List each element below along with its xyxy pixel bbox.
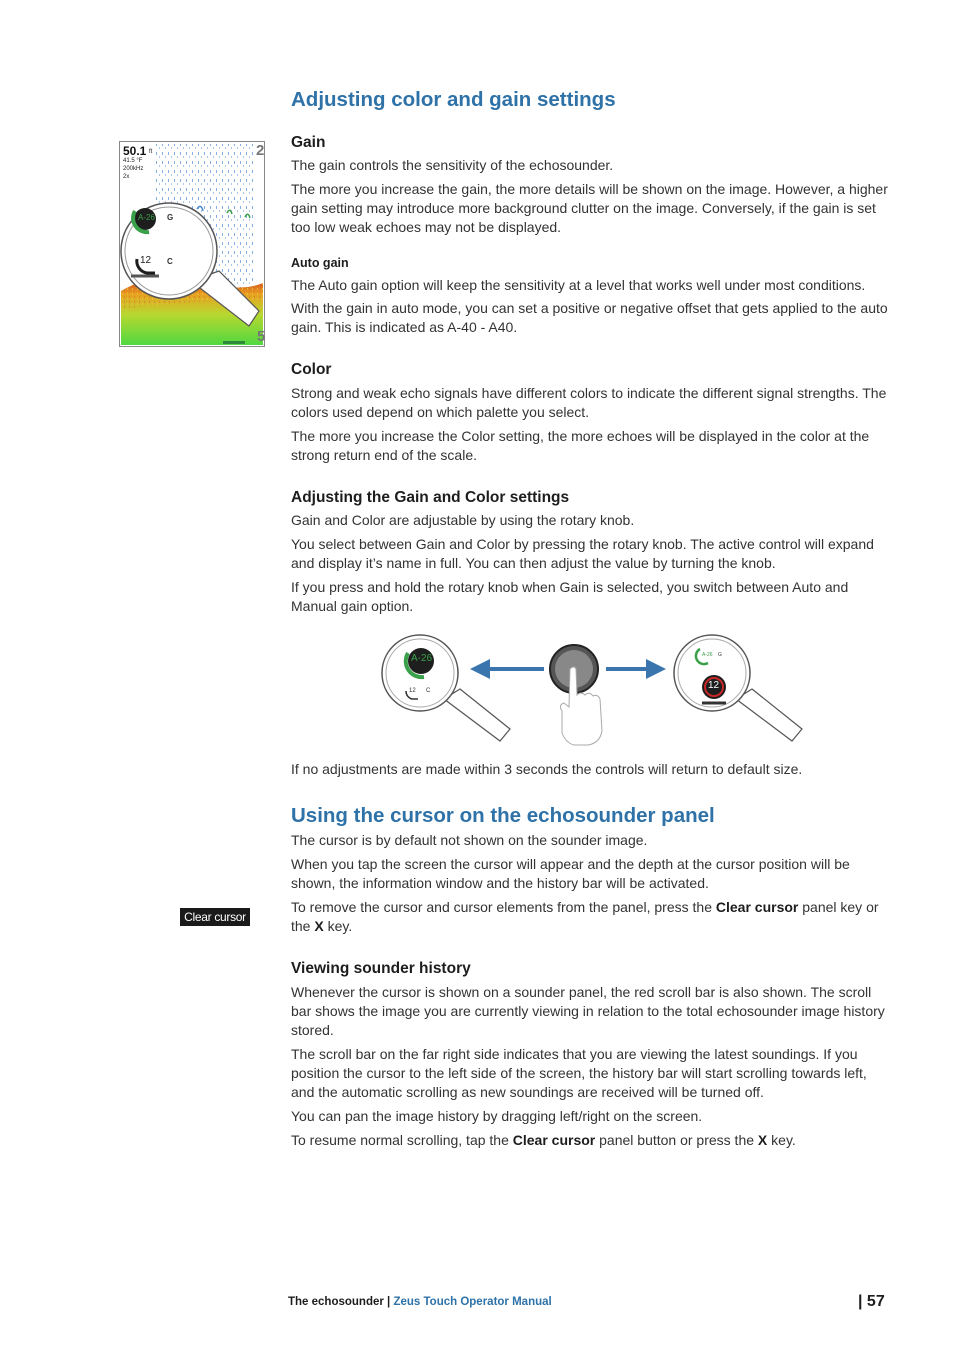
temperature-readout: 41.5 °F (123, 158, 143, 164)
page-number (858, 1293, 885, 1311)
frequency-readout: 200kHz (123, 166, 144, 172)
cursor-paragraph-2: When you tap the screen the cursor will appear and the depth at the cursor position will be shown, the information window and the history bar will be activated. (291, 856, 850, 892)
color-paragraph-1: Strong and weak echo signals have different colors to indicate the different signal strengths. The colors used depend on which palette you select. (291, 385, 887, 421)
scale-top-label: 2 (256, 142, 265, 159)
depth-unit: ft (149, 149, 153, 155)
auto-gain-paragraph-1: The Auto gain option will keep the sensitivity at a level that works well under most conditions. (291, 277, 866, 293)
cursor-p3-post: key. (323, 918, 353, 935)
history-p4-post: key. (767, 1132, 796, 1148)
footer-manual-title: Zeus Touch Operator Manual (393, 1296, 552, 1308)
history-x-key-bold: X (757, 1132, 768, 1148)
footer-separator: | (383, 1296, 394, 1308)
heading-viewing-history: Viewing sounder history (291, 960, 471, 977)
auto-gain-paragraph-2: With the gain in auto mode, you can set a positive or negative offset that gets applied to the auto gain. This is indicated as A-40 - A40. (291, 300, 888, 336)
color-knob-letter: C (167, 257, 173, 266)
history-paragraph-4 (291, 1131, 891, 1150)
right-gain-value: A-26 (702, 652, 713, 658)
adjusting-paragraph-1: Gain and Color are adjustable by using the rotary knob. (291, 512, 635, 528)
heading-color: Color (291, 361, 332, 378)
clear-cursor-key: Clear cursor (180, 908, 250, 926)
history-paragraph-3: You can pan the image history by dragging left/right on the screen. (291, 1108, 703, 1124)
section-title-adjusting: Adjusting color and gain settings (291, 88, 616, 111)
left-color-value: 12 (409, 688, 416, 694)
clear-cursor-bold: Clear cursor (715, 899, 799, 915)
page-number-prefix: | (858, 1293, 867, 1310)
section-title-cursor: Using the cursor on the echosounder panel (291, 804, 715, 827)
heading-adjusting-settings: Adjusting the Gain and Color settings (291, 489, 570, 506)
gain-knob-letter: G (167, 213, 174, 222)
right-color-value: 12 (708, 680, 720, 691)
footer (288, 1296, 552, 1308)
zoom-readout: 2x (123, 174, 130, 180)
depth-readout: 50.1 (123, 144, 147, 158)
cursor-paragraph-3 (291, 898, 891, 936)
history-clear-cursor-bold: Clear cursor (512, 1132, 596, 1148)
history-paragraph-2: The scroll bar on the far right side indicates that you are viewing the latest soundings. If you position the cursor to the left side of the screen, the history bar will start scrolling towards left, and the automatic scrolling as new soundings are received will be turned off. (291, 1046, 867, 1101)
heading-gain: Gain (291, 134, 326, 151)
color-knob-value: 12 (140, 255, 152, 266)
left-color-letter: C (426, 688, 431, 694)
color-paragraph-2: The more you increase the Color setting, the more echoes will be displayed in the color at the strong return end of the scale. (291, 428, 870, 464)
history-paragraph-1: Whenever the cursor is shown on a sounder panel, the red scroll bar is also shown. The scroll bar shows the image you are currently viewing in relation to the total echosounder image history stored. (291, 984, 885, 1039)
cursor-p3-pre: To remove the cursor and cursor elements from the panel, press the (291, 899, 716, 915)
rotary-knob-diagram (378, 633, 804, 748)
adjusting-paragraph-2: You select between Gain and Color by pressing the rotary knob. The active control will expand and display it’s name in full. You can then adjust the value by turning the knob. (291, 536, 874, 572)
adjusting-paragraph-3: If you press and hold the rotary knob when Gain is selected, you switch between Auto and Manual gain option. (291, 579, 849, 615)
gain-paragraph-2: The more you increase the gain, the more details will be shown on the image. However, a higher gain setting may introduce more background clutter on the image. Conversely, if the gain is set too low weak echoes may not be displayed. (291, 181, 888, 236)
cursor-p3-mid: panel key or the (291, 899, 879, 935)
page-number-value: 57 (866, 1293, 885, 1310)
cursor-paragraph-1: The cursor is by default not shown on the sounder image. (291, 832, 648, 848)
scale-bottom-label: 5 (257, 328, 266, 345)
left-gain-value: A-26 (411, 653, 433, 664)
knob-diagram-graphic (378, 633, 804, 748)
history-p4-mid: panel button or press the (595, 1132, 758, 1148)
heading-auto-gain: Auto gain (291, 256, 349, 270)
footer-chapter: The echosounder (288, 1296, 384, 1308)
gain-paragraph-1: The gain controls the sensitivity of the echosounder. (291, 157, 614, 173)
adjusting-paragraph-4: If no adjustments are made within 3 seconds the controls will return to default size. (291, 761, 803, 777)
right-gain-letter: G (718, 652, 722, 658)
sounder-screenshot (119, 141, 265, 347)
gain-knob-value: A-26 (138, 213, 155, 222)
history-p4-pre: To resume normal scrolling, tap the (291, 1132, 513, 1148)
x-key-bold: X (314, 918, 324, 935)
